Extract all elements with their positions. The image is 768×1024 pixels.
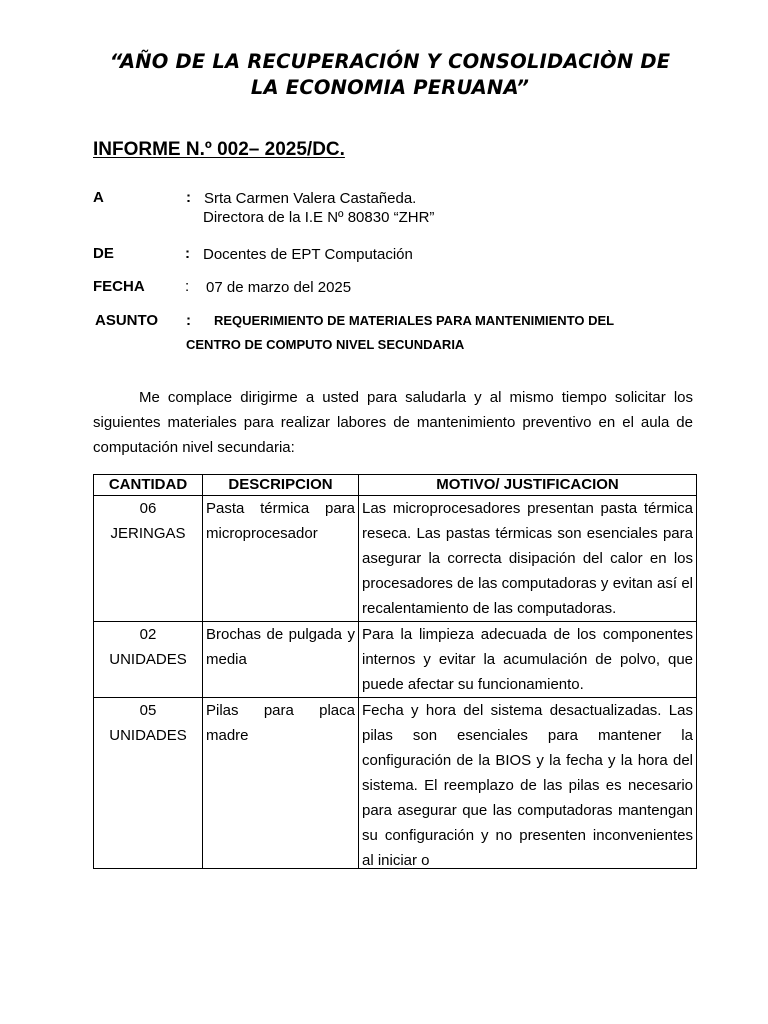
row-justification — [359, 698, 697, 869]
materials-table — [93, 474, 697, 869]
quantity-number: 05 — [139, 702, 157, 719]
from-label: DE — [93, 245, 114, 262]
quantity-unit: JERINGAS — [110, 525, 186, 542]
justification-text: Fecha y hora del sistema desactualizadas. Las pilas son esenciales para mantener la configuración de la BIOS y la fecha y la hora del sistema. El reemplazo de las pilas es necesario para asegurar que las computadoras mantengan su configuración y no presenten inconvenientes al iniciar o — [362, 702, 693, 868]
to-label: A — [93, 189, 104, 206]
header-description: DESCRIPCION — [203, 475, 359, 496]
table-header-row — [94, 475, 697, 496]
intro-paragraph: Me complace dirigirme a usted para saludarla y al mismo tiempo solicitar los siguientes materiales para realizar labores de mantenimiento preventivo en el aula de computación nivel secundaria: — [93, 389, 693, 456]
subject-line-1: REQUERIMIENTO DE MATERIALES PARA MANTENIMIENTO DEL — [214, 313, 615, 328]
subject-label: ASUNTO — [95, 312, 159, 329]
row-description: Brochas de pulgada y media — [203, 622, 359, 698]
subject-line-2: CENTRO DE COMPUTO NIVEL SECUNDARIA — [186, 337, 465, 352]
report-title: INFORME N.º 002– 2025/DC. — [93, 139, 345, 160]
row-justification: Para la limpieza adecuada de los componentes internos y evitar la acumulación de polvo, que puede afectar su funcionamiento. — [359, 622, 697, 698]
motto-line-1: “AÑO DE LA RECUPERACIÓN Y CONSOLIDACIÒN DE — [109, 50, 671, 73]
row-justification: Las microprocesadores presentan pasta térmica reseca. Las pastas térmicas son esenciales para asegurar la correcta disipación del calor en los procesadores de las computadoras y evitan así el recalentamiento de las computadoras. — [359, 496, 697, 622]
motto-line-2: LA ECONOMIA PERUANA” — [250, 76, 530, 99]
row-quantity — [94, 496, 203, 622]
date-value: 07 de marzo del 2025 — [206, 279, 352, 296]
to-position: Directora de la I.E Nº 80830 “ZHR” — [203, 209, 435, 226]
row-description: Pasta térmica para microprocesador — [203, 496, 359, 622]
quantity-unit: UNIDADES — [109, 651, 187, 668]
date-colon: : — [185, 278, 190, 295]
date-label: FECHA — [93, 278, 145, 295]
quantity-unit: UNIDADES — [109, 727, 187, 744]
from-value: Docentes de EPT Computación — [203, 246, 413, 263]
row-description: Pilas para placa madre — [203, 698, 359, 869]
row-quantity — [94, 622, 203, 698]
quantity-number: 06 — [139, 500, 157, 517]
to-name: Srta Carmen Valera Castañeda. — [204, 190, 417, 207]
table-row — [94, 698, 697, 869]
table-row — [94, 496, 697, 622]
table-row — [94, 622, 697, 698]
year-motto — [60, 49, 720, 101]
from-colon: : — [185, 245, 190, 262]
row-quantity — [94, 698, 203, 869]
to-colon: : — [186, 189, 191, 206]
header-quantity: CANTIDAD — [94, 475, 203, 496]
header-justification: MOTIVO/ JUSTIFICACION — [359, 475, 697, 496]
quantity-number: 02 — [139, 626, 157, 643]
subject-colon: : — [186, 312, 191, 329]
